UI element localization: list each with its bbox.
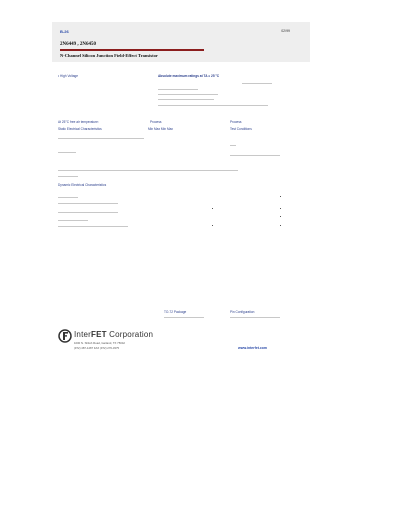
feature-bullet: • High Voltage (58, 74, 79, 78)
table-row (58, 220, 88, 221)
header-rule (60, 49, 204, 51)
column-header: Process (150, 120, 162, 124)
value-dot (212, 225, 213, 226)
rating-line (158, 105, 268, 106)
rating-line (158, 94, 218, 95)
table-row (58, 203, 118, 204)
page-id: B-26 (60, 29, 69, 34)
table-row (58, 152, 76, 153)
column-header: Process (230, 120, 242, 124)
table-row (58, 170, 238, 171)
section-subtitle: Static Electrical Characteristics (58, 127, 102, 131)
datasheet-title: N-Channel Silicon Junction Field-Effect Transistor (60, 53, 158, 58)
table-row (58, 176, 78, 177)
interfet-logo-icon (58, 329, 72, 343)
datasheet-header (52, 22, 310, 62)
table-row (58, 197, 78, 198)
section-title: At 25°C free air temperature: (58, 120, 99, 124)
value-dot (280, 196, 281, 197)
rating-line (158, 89, 198, 90)
table-row (230, 145, 236, 146)
company-address: 1000 N. Shiloh Road, Garland, TX 75042 (74, 341, 125, 345)
conditions-header: Test Conditions (230, 127, 252, 131)
company-website-link[interactable]: www.interfet.com (238, 346, 268, 350)
company-phone: (972) 487-1287 FAX (972) 276-3375 (74, 346, 120, 350)
pin-line (230, 317, 280, 318)
rating-line (242, 83, 272, 84)
table-row (58, 226, 128, 227)
value-dot (280, 216, 281, 217)
company-name: InterFET Corporation (74, 330, 154, 339)
table-row (58, 138, 144, 139)
value-dot (212, 208, 213, 209)
dynamic-section-title: Dynamic Electrical Characteristics (58, 183, 107, 187)
revision-date: 02/99 (281, 29, 290, 33)
datasheet-page (52, 22, 310, 354)
pin-config-label: Pin Configuration (230, 310, 255, 314)
table-row (230, 155, 280, 156)
part-numbers: 2N6449 , 2N6450 (60, 42, 96, 47)
ratings-title: Absolute maximum ratings at TA = 25 °C (158, 74, 220, 78)
minmax-header: Min Max Min Max (148, 127, 173, 131)
package-line (164, 317, 204, 318)
table-row (58, 212, 118, 213)
value-dot (280, 225, 281, 226)
value-dot (280, 208, 281, 209)
rating-line (158, 99, 214, 100)
package-label: TO-72 Package (164, 310, 187, 314)
